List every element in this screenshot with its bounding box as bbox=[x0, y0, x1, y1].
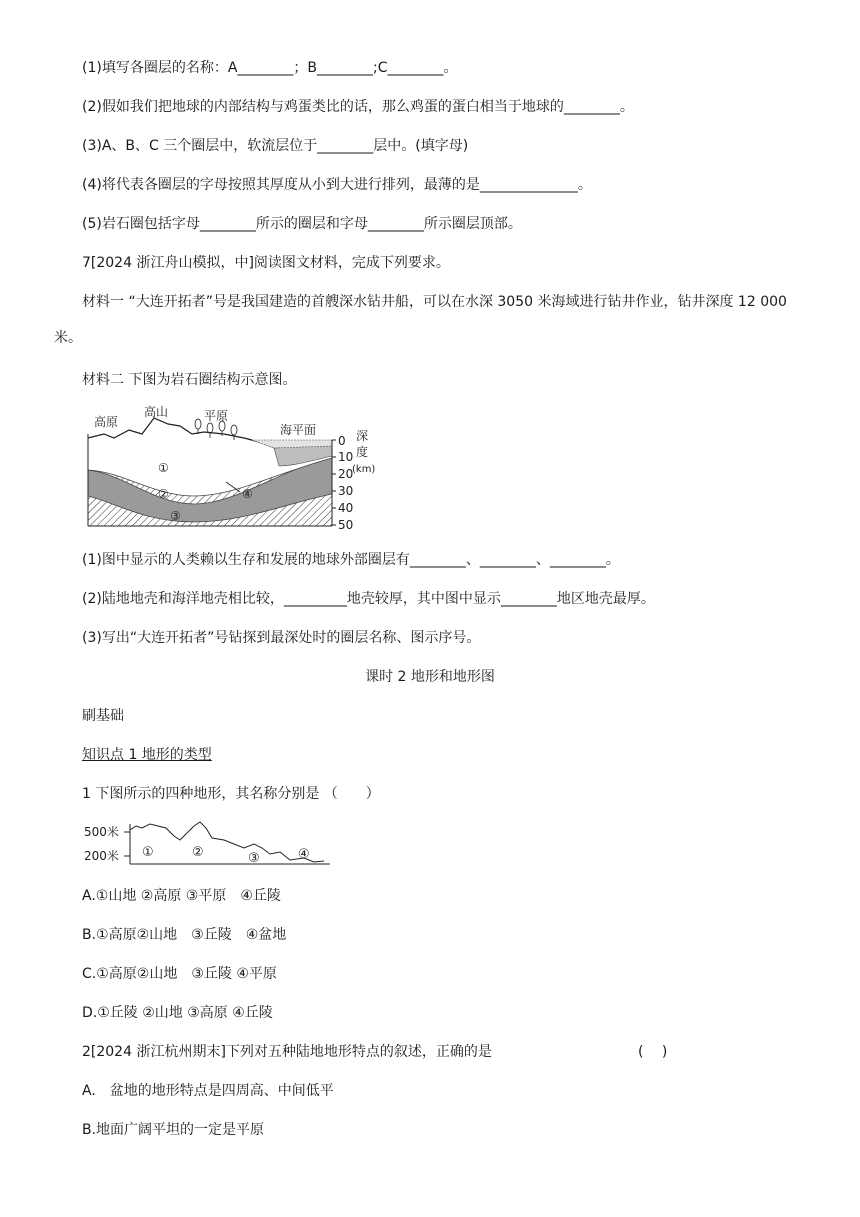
q2-option-b: B.地面广阔平坦的一定是平原 bbox=[82, 1122, 265, 1138]
option-d: D.①丘陵 ②山地 ③高原 ④丘陵 bbox=[82, 1005, 273, 1021]
question-2: (2)假如我们把地球的内部结构与鸡蛋类比的话，那么鸡蛋的蛋白相当于地球的________。 bbox=[82, 99, 634, 115]
problem-7-question-1: (1)图中显示的人类赖以生存和发展的地球外部圈层有________、________、________。 bbox=[82, 552, 620, 568]
depth-unit: (km) bbox=[352, 464, 376, 475]
lesson-title: 课时 2 地形和地形图 bbox=[365, 669, 495, 685]
question-4: (4)将代表各圈层的字母按照其厚度从小到大进行排列，最薄的是______________。 bbox=[82, 177, 592, 193]
depth-tick: 40 bbox=[338, 501, 354, 515]
depth-tick: 20 bbox=[338, 467, 354, 481]
mc-question-1-stem: 1 下图所示的四种地形，其名称分别是 （ ） bbox=[82, 786, 380, 802]
label-layer-3: ③ bbox=[170, 509, 181, 523]
option-a: A.①山地 ②高原 ③平原 ④丘陵 bbox=[82, 888, 281, 904]
terrain-mark-1: ① bbox=[142, 845, 154, 860]
lithosphere-diagram bbox=[84, 404, 384, 532]
q2-option-a: A. 盆地的地形特点是四周高、中间低平 bbox=[82, 1083, 334, 1099]
depth-tick: 0 bbox=[338, 434, 346, 448]
question-5: (5)岩石圈包括字母________所示的圈层和字母________所示圈层顶部。 bbox=[82, 216, 522, 232]
y-label-200: 200米 bbox=[84, 849, 119, 863]
knowledge-point: 知识点 1 地形的类型 bbox=[82, 747, 212, 763]
section-heading: 刷基础 bbox=[82, 708, 124, 724]
question-1: (1)填写各圈层的名称：A________；B________;C________。 bbox=[82, 60, 458, 76]
depth-title: 深 bbox=[356, 429, 369, 443]
depth-tick: 30 bbox=[338, 484, 354, 498]
answer-paren: ( ) bbox=[638, 1044, 668, 1060]
label-plain: 平原 bbox=[204, 409, 229, 423]
label-sea-level: 海平面 bbox=[280, 423, 317, 437]
terrain-mark-4: ④ bbox=[298, 847, 310, 862]
y-label-500: 500米 bbox=[84, 825, 119, 839]
terrain-profile bbox=[84, 814, 334, 870]
mc-question-2-stem: 2[2024 浙江杭州期末]下列对五种陆地地形特点的叙述，正确的是 bbox=[82, 1044, 492, 1060]
question-3: (3)A、B、C 三个圈层中，软流层位于________层中。(填字母) bbox=[82, 138, 469, 154]
material-one: 材料一 “大连开拓者”号是我国建造的首艘深水钻井船，可以在水深 3050 米海域进行钻井作业，钻井深度 12 000 米。 bbox=[54, 294, 787, 346]
label-layer-1: ① bbox=[158, 461, 169, 475]
problem-7-heading: 7[2024 浙江舟山模拟，中]阅读图文材料，完成下列要求。 bbox=[82, 255, 450, 271]
label-layer-2: ② bbox=[158, 487, 169, 501]
option-b: B.①高原②山地 ③丘陵 ④盆地 bbox=[82, 927, 287, 943]
label-plateau: 高原 bbox=[94, 415, 119, 429]
option-c: C.①高原②山地 ③丘陵 ④平原 bbox=[82, 966, 277, 982]
terrain-mark-3: ③ bbox=[248, 851, 260, 866]
depth-tick: 50 bbox=[338, 518, 354, 532]
terrain-mark-2: ② bbox=[192, 845, 204, 860]
label-layer-4: ④ bbox=[242, 487, 253, 501]
depth-title: 度 bbox=[356, 445, 369, 459]
depth-tick: 10 bbox=[338, 450, 354, 464]
problem-7-question-3: (3)写出“大连开拓者”号钻探到最深处时的圈层名称、图示序号。 bbox=[82, 630, 481, 646]
problem-7-question-2: (2)陆地地壳和海洋地壳相比较，_________地壳较厚，其中图中显示________地区地壳最厚。 bbox=[82, 591, 655, 607]
label-mountain: 高山 bbox=[144, 405, 169, 419]
material-two: 材料二 下图为岩石圈结构示意图。 bbox=[82, 372, 297, 388]
